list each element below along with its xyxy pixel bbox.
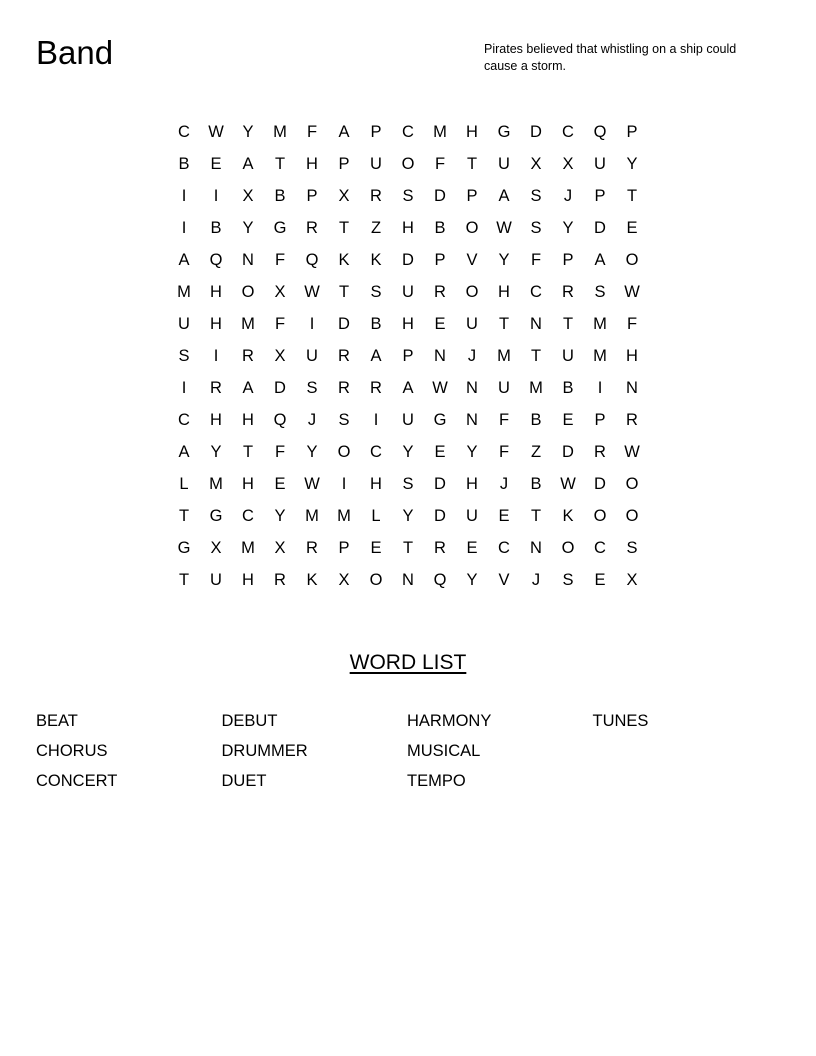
grid-letter: G: [497, 123, 511, 141]
grid-letter: Q: [305, 251, 319, 269]
grid-letter: A: [402, 379, 414, 397]
grid-letter: P: [338, 539, 350, 557]
grid-letter: Y: [466, 443, 478, 461]
grid-letter: T: [626, 187, 638, 205]
word-list-heading: [0, 649, 816, 677]
grid-letter: R: [242, 347, 254, 365]
grid-letter: Z: [530, 443, 542, 461]
grid-letter: T: [466, 155, 478, 173]
grid-letter: D: [594, 475, 606, 493]
grid-letter: C: [242, 507, 254, 525]
grid-letter: W: [624, 443, 640, 461]
grid-letter: S: [338, 411, 350, 429]
grid-letter: E: [626, 219, 638, 237]
grid-letter: T: [242, 443, 254, 461]
grid-letter: P: [594, 187, 606, 205]
grid-letter: P: [434, 251, 446, 269]
grid-letter: H: [242, 411, 254, 429]
grid-letter: R: [338, 379, 350, 397]
grid-letter: N: [530, 315, 542, 333]
grid-letter: S: [594, 283, 606, 301]
grid-letter: Z: [370, 219, 382, 237]
grid-letter: S: [562, 571, 574, 589]
grid-letter: B: [274, 187, 286, 205]
letter-grid: [168, 116, 648, 596]
grid-letter: C: [402, 123, 414, 141]
grid-letter: K: [562, 507, 574, 525]
grid-letter: A: [178, 251, 190, 269]
grid-letter: R: [306, 219, 318, 237]
grid-letter: P: [338, 155, 350, 173]
grid-letter: X: [274, 539, 286, 557]
grid-letter: U: [466, 315, 478, 333]
grid-letter: I: [213, 347, 219, 365]
grid-letter: B: [210, 219, 222, 237]
grid-letter: F: [498, 411, 510, 429]
grid-letter: M: [337, 507, 351, 525]
grid-letter: A: [242, 379, 254, 397]
grid-letter: U: [466, 507, 478, 525]
grid-letter: R: [370, 379, 382, 397]
grid-letter: E: [498, 507, 510, 525]
grid-letter: P: [306, 187, 318, 205]
grid-letter: P: [466, 187, 478, 205]
grid-letter: I: [181, 379, 187, 397]
grid-letter: C: [562, 123, 574, 141]
grid-letter: T: [178, 571, 190, 589]
grid-letter: U: [178, 315, 190, 333]
grid-letter: F: [434, 155, 446, 173]
grid-letter: P: [594, 411, 606, 429]
grid-letter: D: [338, 315, 350, 333]
grid-letter: B: [370, 315, 382, 333]
grid-letter: K: [338, 251, 350, 269]
word-list-item: CHORUS: [36, 742, 108, 760]
grid-letter: W: [208, 123, 224, 141]
grid-letter: S: [402, 475, 414, 493]
grid-letter: S: [402, 187, 414, 205]
word-list-heading-text: WORD LIST: [349, 651, 467, 674]
grid-letter: K: [306, 571, 318, 589]
grid-letter: O: [369, 571, 383, 589]
grid-letter: U: [370, 155, 382, 173]
grid-letter: M: [497, 347, 511, 365]
grid-letter: O: [465, 283, 479, 301]
grid-letter: F: [274, 251, 286, 269]
grid-letter: O: [625, 507, 639, 525]
grid-letter: E: [434, 315, 446, 333]
grid-letter: L: [179, 475, 189, 493]
grid-letter: U: [306, 347, 318, 365]
grid-letter: V: [466, 251, 478, 269]
grid-letter: O: [625, 251, 639, 269]
grid-letter: E: [562, 411, 574, 429]
grid-letter: A: [370, 347, 382, 365]
grid-letter: G: [209, 507, 223, 525]
grid-letter: H: [210, 283, 222, 301]
grid-letter: T: [530, 347, 542, 365]
grid-letter: I: [597, 379, 603, 397]
grid-letter: H: [370, 475, 382, 493]
grid-letter: C: [594, 539, 606, 557]
grid-letter: D: [594, 219, 606, 237]
grid-letter: H: [210, 411, 222, 429]
grid-letter: K: [370, 251, 382, 269]
grid-letter: E: [466, 539, 478, 557]
grid-letter: P: [626, 123, 638, 141]
grid-letter: E: [594, 571, 606, 589]
fun-fact: Pirates believed that whistling on a ship could cause a storm.: [484, 42, 737, 73]
grid-letter: Y: [242, 219, 254, 237]
grid-letter: W: [432, 379, 448, 397]
grid-letter: O: [593, 507, 607, 525]
grid-letter: I: [341, 475, 347, 493]
grid-letter: H: [242, 475, 254, 493]
grid-letter: W: [560, 475, 576, 493]
grid-letter: F: [274, 443, 286, 461]
grid-letter: J: [499, 475, 509, 493]
grid-letter: Y: [626, 155, 638, 173]
grid-letter: J: [467, 347, 477, 365]
grid-letter: S: [530, 219, 542, 237]
grid-letter: A: [242, 155, 254, 173]
grid-letter: O: [241, 283, 255, 301]
grid-letter: R: [594, 443, 606, 461]
grid-letter: T: [562, 315, 574, 333]
grid-letter: M: [273, 123, 287, 141]
grid-letter: O: [625, 475, 639, 493]
grid-letter: H: [498, 283, 510, 301]
grid-letter: I: [213, 187, 219, 205]
grid-letter: M: [433, 123, 447, 141]
grid-letter: T: [338, 283, 350, 301]
grid-letter: X: [274, 347, 286, 365]
grid-letter: M: [305, 507, 319, 525]
grid-letter: L: [371, 507, 381, 525]
grid-letter: M: [529, 379, 543, 397]
grid-letter: Y: [402, 507, 414, 525]
grid-letter: D: [434, 187, 446, 205]
grid-letter: I: [181, 187, 187, 205]
grid-letter: F: [498, 443, 510, 461]
grid-letter: S: [370, 283, 382, 301]
grid-letter: M: [241, 315, 255, 333]
grid-letter: X: [274, 283, 286, 301]
grid-letter: T: [402, 539, 414, 557]
grid-letter: B: [530, 411, 542, 429]
grid-letter: I: [373, 411, 379, 429]
grid-letter: R: [562, 283, 574, 301]
grid-letter: C: [178, 123, 190, 141]
grid-letter: M: [241, 539, 255, 557]
grid-letter: W: [304, 475, 320, 493]
grid-letter: A: [594, 251, 606, 269]
grid-letter: B: [178, 155, 190, 173]
grid-letter: U: [210, 571, 222, 589]
grid-letter: N: [530, 539, 542, 557]
grid-letter: D: [562, 443, 574, 461]
grid-letter: T: [530, 507, 542, 525]
grid-letter: R: [306, 539, 318, 557]
grid-letter: Y: [498, 251, 510, 269]
grid-letter: C: [370, 443, 382, 461]
grid-letter: R: [434, 283, 446, 301]
grid-letter: E: [434, 443, 446, 461]
grid-letter: N: [242, 251, 254, 269]
grid-letter: F: [626, 315, 638, 333]
grid-letter: F: [306, 123, 318, 141]
grid-letter: P: [562, 251, 574, 269]
word-list-item: DUET: [221, 772, 267, 790]
grid-letter: R: [626, 411, 638, 429]
grid-letter: H: [466, 475, 478, 493]
grid-letter: D: [434, 507, 446, 525]
word-list-item: MUSICAL: [407, 742, 481, 760]
grid-letter: X: [242, 187, 254, 205]
grid-letter: Y: [210, 443, 222, 461]
grid-letter: I: [309, 315, 315, 333]
grid-letter: U: [594, 155, 606, 173]
word-list-item: DEBUT: [221, 712, 278, 730]
grid-letter: B: [562, 379, 574, 397]
grid-letter: M: [209, 475, 223, 493]
grid-letter: I: [181, 219, 187, 237]
grid-letter: A: [178, 443, 190, 461]
grid-letter: N: [466, 379, 478, 397]
grid-letter: C: [498, 539, 510, 557]
grid-letter: M: [593, 315, 607, 333]
grid-letter: Q: [209, 251, 223, 269]
grid-letter: B: [530, 475, 542, 493]
grid-letter: Y: [274, 507, 286, 525]
grid-letter: F: [530, 251, 542, 269]
grid-letter: U: [402, 283, 414, 301]
grid-letter: Y: [466, 571, 478, 589]
word-list-item: TUNES: [592, 712, 649, 730]
grid-letter: E: [370, 539, 382, 557]
grid-letter: G: [273, 219, 287, 237]
grid-letter: B: [434, 219, 446, 237]
grid-letter: F: [274, 315, 286, 333]
grid-letter: D: [434, 475, 446, 493]
grid-letter: D: [530, 123, 542, 141]
grid-letter: C: [178, 411, 190, 429]
grid-letter: R: [210, 379, 222, 397]
grid-letter: U: [402, 411, 414, 429]
grid-letter: T: [338, 219, 350, 237]
grid-letter: R: [370, 187, 382, 205]
grid-letter: R: [338, 347, 350, 365]
grid-letter: O: [561, 539, 575, 557]
grid-letter: T: [498, 315, 510, 333]
grid-letter: J: [531, 571, 541, 589]
grid-letter: S: [306, 379, 318, 397]
grid-letter: X: [530, 155, 542, 173]
grid-letter: P: [402, 347, 414, 365]
grid-letter: O: [337, 443, 351, 461]
grid-letter: X: [338, 571, 350, 589]
grid-letter: R: [274, 571, 286, 589]
grid-letter: Q: [273, 411, 287, 429]
grid-letter: G: [177, 539, 191, 557]
grid-letter: M: [177, 283, 191, 301]
grid-letter: D: [402, 251, 414, 269]
grid-letter: A: [498, 187, 510, 205]
grid-letter: J: [307, 411, 317, 429]
grid-letter: N: [434, 347, 446, 365]
grid-letter: C: [530, 283, 542, 301]
grid-letter: N: [626, 379, 638, 397]
grid-letter: X: [626, 571, 638, 589]
grid-letter: T: [178, 507, 190, 525]
grid-letter: S: [178, 347, 190, 365]
grid-letter: S: [530, 187, 542, 205]
grid-letter: E: [274, 475, 286, 493]
grid-letter: X: [338, 187, 350, 205]
grid-letter: Q: [593, 123, 607, 141]
grid-letter: Y: [402, 443, 414, 461]
grid-letter: H: [210, 315, 222, 333]
grid-letter: W: [304, 283, 320, 301]
grid-letter: S: [626, 539, 638, 557]
grid-letter: J: [563, 187, 573, 205]
grid-letter: D: [274, 379, 286, 397]
grid-letter: Q: [433, 571, 447, 589]
grid-letter: E: [210, 155, 222, 173]
grid-letter: G: [433, 411, 447, 429]
puzzle-title: Band: [36, 34, 114, 71]
grid-letter: M: [593, 347, 607, 365]
word-list-item: BEAT: [36, 712, 78, 730]
grid-letter: U: [498, 155, 510, 173]
grid-letter: N: [402, 571, 414, 589]
grid-letter: R: [434, 539, 446, 557]
word-list-item: DRUMMER: [221, 742, 308, 760]
grid-letter: H: [626, 347, 638, 365]
grid-letter: U: [562, 347, 574, 365]
grid-letter: H: [466, 123, 478, 141]
grid-letter: Y: [242, 123, 254, 141]
grid-letter: W: [496, 219, 512, 237]
word-list-item: HARMONY: [407, 712, 492, 730]
grid-letter: T: [274, 155, 286, 173]
grid-letter: P: [370, 123, 382, 141]
word-list-item: CONCERT: [36, 772, 118, 790]
grid-letter: N: [466, 411, 478, 429]
grid-letter: H: [402, 219, 414, 237]
grid-letter: X: [562, 155, 574, 173]
grid-letter: A: [338, 123, 350, 141]
grid-letter: W: [624, 283, 640, 301]
grid-letter: H: [402, 315, 414, 333]
grid-letter: X: [210, 539, 222, 557]
grid-letter: Y: [562, 219, 574, 237]
word-list-item: TEMPO: [407, 772, 466, 790]
grid-letter: H: [242, 571, 254, 589]
grid-letter: V: [498, 571, 510, 589]
grid-letter: O: [401, 155, 415, 173]
grid-letter: U: [498, 379, 510, 397]
grid-letter: H: [306, 155, 318, 173]
grid-letter: O: [465, 219, 479, 237]
grid-letter: Y: [306, 443, 318, 461]
word-list: [36, 708, 778, 798]
